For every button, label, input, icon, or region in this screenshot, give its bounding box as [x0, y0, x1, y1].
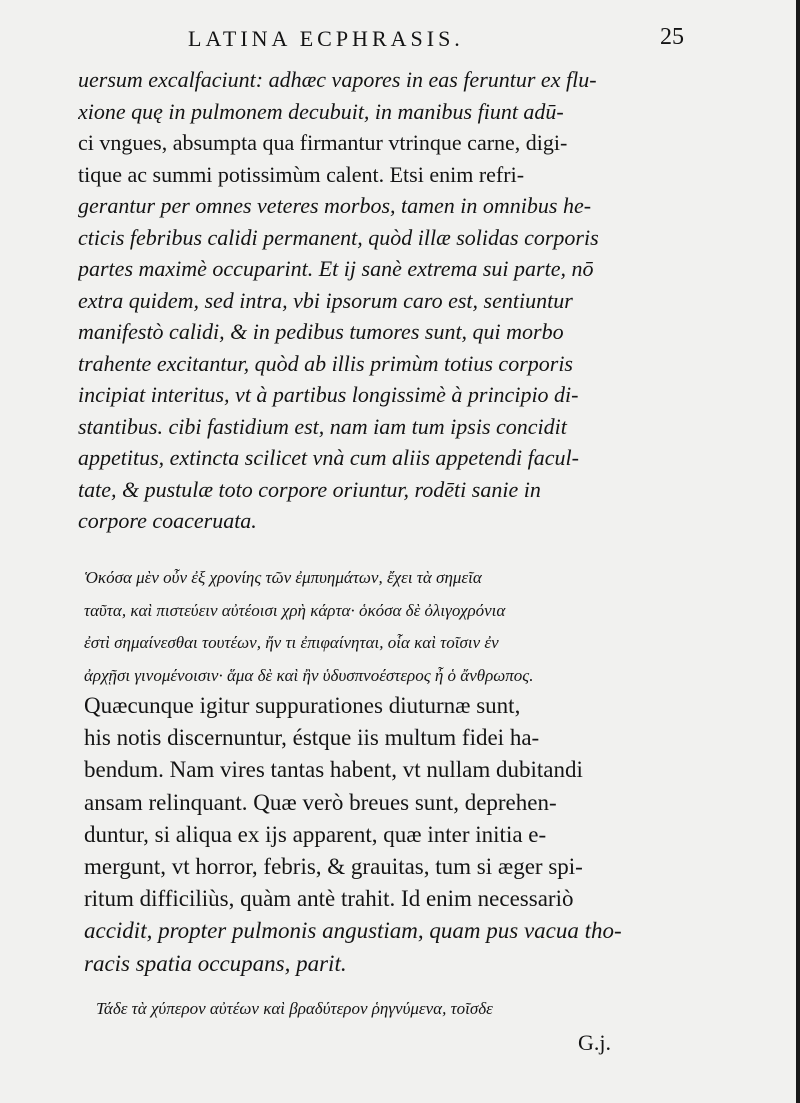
- latin-paragraph-1: [78, 64, 698, 537]
- text-line: partes maximè occuparint. Et ij sanè extrema sui parte, nō: [78, 256, 594, 281]
- text-line: incipiat interitus, vt à partibus longissimè à principio di-: [78, 382, 579, 407]
- greek-line: ἐστὶ σημαίνεσθαι τουτέων, ἤν τι ἐπιφαίνηται, οἷα καὶ τοῖσιν ἐν: [84, 633, 499, 652]
- text-line: accidit, propter pulmonis angustiam, quam pus vacua tho-: [84, 918, 622, 944]
- text-line: duntur, si aliqua ex ijs apparent, quæ inter initia e-: [84, 821, 547, 847]
- text-line: tate, & pustulæ toto corpore oriuntur, rodēti sanie in: [78, 476, 541, 502]
- text-line: mergunt, vt horror, febris, & grauitas, tum si æger spi-: [84, 853, 583, 879]
- greek-quotation-2: [96, 994, 716, 1024]
- page-number: 25: [660, 24, 684, 50]
- text-line: trahente excitantur, quòd ab illis primùm totius corporis: [78, 350, 573, 376]
- text-line: extra quidem, sed intra, vbi ipsorum caro est, sentiuntur: [78, 287, 573, 313]
- text-line: his notis discernuntur, éstque iis multum fidei ha-: [84, 725, 540, 751]
- text-line: ci vngues, absumpta qua firmantur vtrinque carne, digi-: [78, 130, 568, 155]
- text-line: Quæcunque igitur suppurationes diuturnæ sunt,: [84, 693, 521, 718]
- greek-line: Τάδε τὰ χύπερον αὐτέων καὶ βραδύτερον ῥηγνύμενα, τοῖσδε: [96, 999, 493, 1018]
- text-line: corpore coaceruata.: [78, 508, 257, 533]
- text-line: gerantur per omnes veteres morbos, tamen in omnibus he-: [78, 193, 592, 218]
- text-line: stantibus. cibi fastidium est, nam iam tum ipsis concidit: [78, 413, 567, 439]
- greek-line: Ὁκόσα μὲν οὖν ἐξ χρονίης τῶν ἐμπυημάτων, ἔχει τὰ σημεῖα: [84, 568, 482, 587]
- text-line: manifestò calidi, & in pedibus tumores sunt, qui morbo: [78, 319, 564, 344]
- latin-paragraph-2: [84, 690, 700, 980]
- text-line: ansam relinquant. Quæ verò breues sunt, deprehen-: [84, 789, 557, 815]
- text-line: ritum difficiliùs, quàm antè trahit. Id enim necessariò: [84, 886, 574, 912]
- text-line: tique ac summi potissimùm calent. Etsi enim refri-: [78, 161, 525, 187]
- text-line: xione quę in pulmonem decubuit, in manibus fiunt adū-: [78, 98, 564, 124]
- signature-mark: G.j.: [578, 1030, 611, 1055]
- greek-quotation-1: [84, 562, 704, 692]
- text-line: appetitus, extincta scilicet vnà cum aliis appetendi facul-: [78, 445, 579, 470]
- text-line: racis spatia occupans, parit.: [84, 950, 347, 976]
- greek-line: ταῦτα, καὶ πιστεύειν αὐτέοισι χρὴ κάρτα· ὁκόσα δὲ ὀλιγοχρόνια: [84, 600, 506, 620]
- text-line: bendum. Nam vires tantas habent, vt nullam dubitandi: [84, 757, 583, 783]
- text-line: uersum excalfaciunt: adhæc vapores in eas feruntur ex flu-: [78, 67, 597, 92]
- text-line: cticis febribus calidi permanent, quòd illæ solidas corporis: [78, 224, 599, 250]
- running-head: LATINA ECPHRASIS.: [188, 26, 464, 51]
- greek-line: ἀρχῇσι γινομένοισιν· ἅμα δὲ καὶ ἢν ὑδυσπνοέστερος ἦ ὁ ἄνθρωπος.: [84, 665, 534, 685]
